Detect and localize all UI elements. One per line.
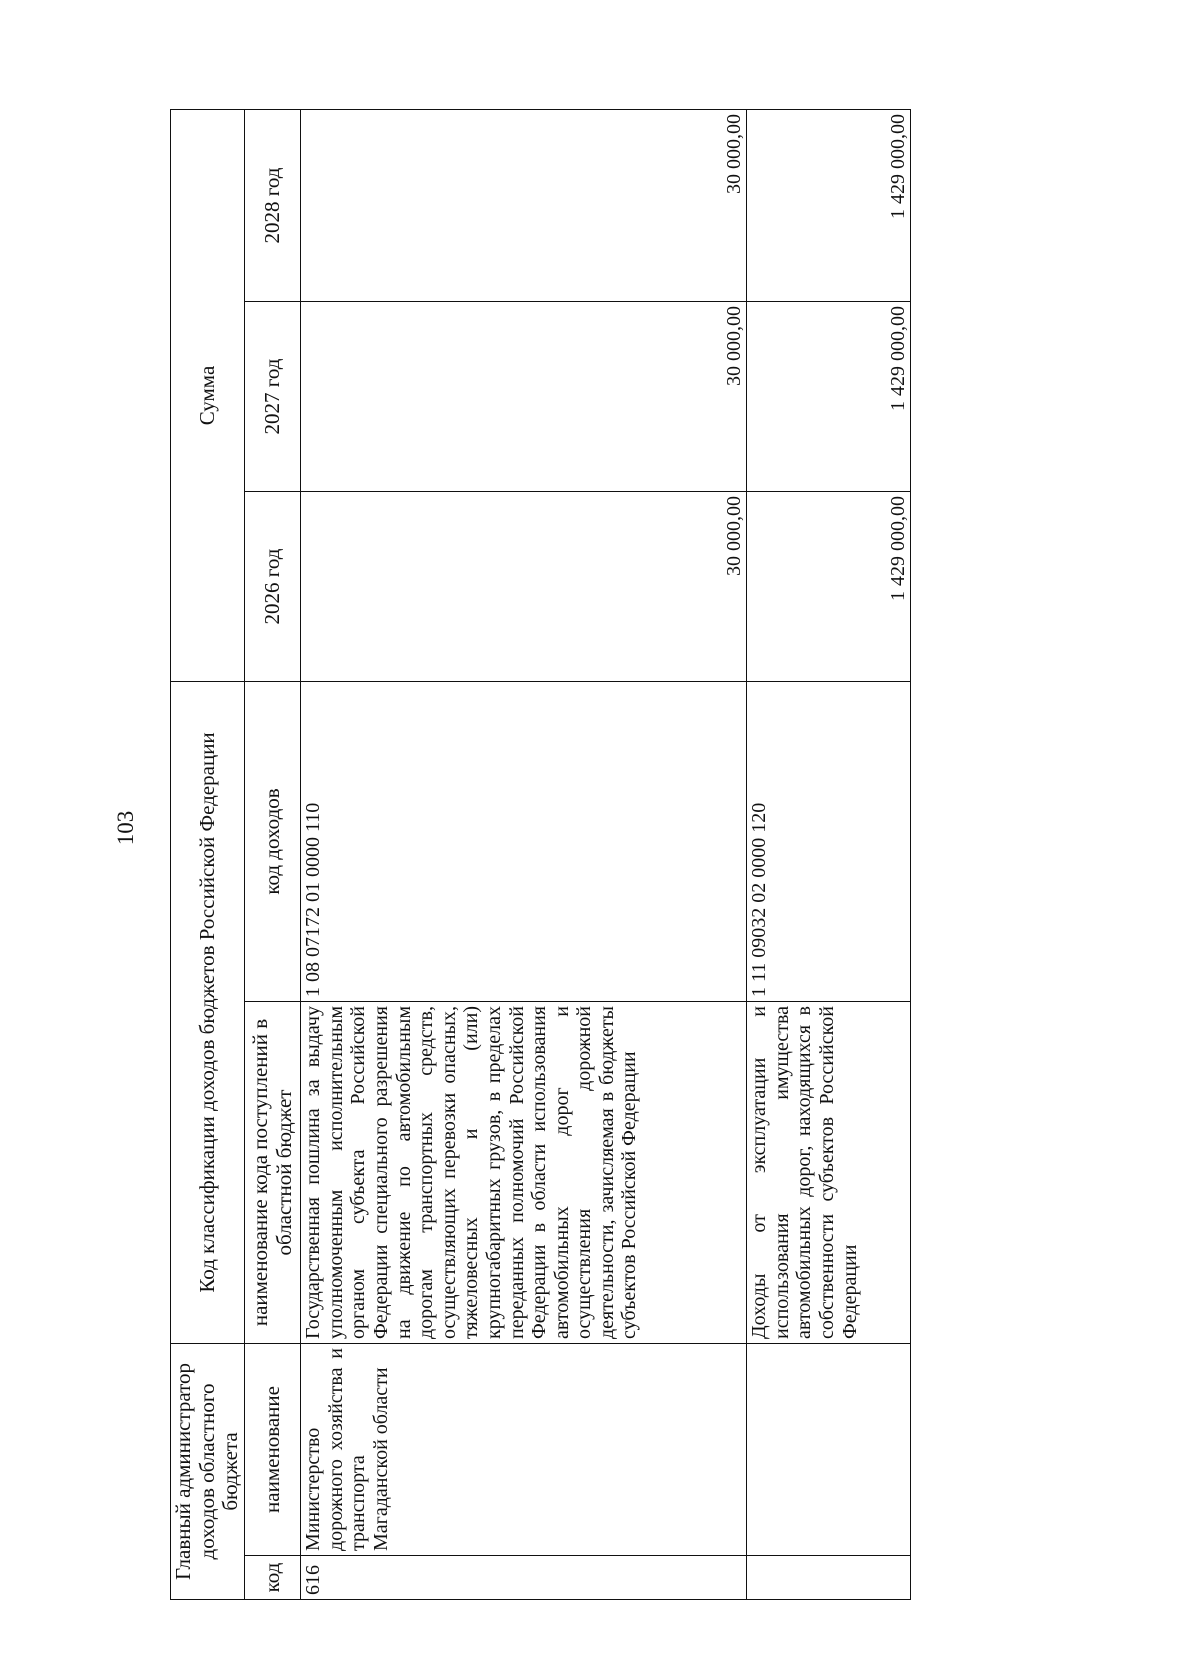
sum-2027-cell: 30 000,00 <box>301 301 747 491</box>
header-sum-group: Сумма <box>171 109 245 681</box>
header-year-2027: 2027 год <box>245 301 301 491</box>
income-name-cell: Государственная пошлина за выдачу уполномоченным исполнительным органом субъекта Российской Федерации специального разрешения на движение по автомобильным дорогам транспортных средств, осуществляющих перевозки опасных, тяжеловесных и (или) крупногабаритных грузов, в пределах переданных полномочий Российской Федерации в области использования автомобильных дорог и осуществления дорожной деятельности, зачисляемая в бюджеты субъектов Российской Федерации <box>301 1002 747 1344</box>
income-code-cell: 1 08 07172 01 0000 110 <box>301 681 747 1001</box>
page-number: 103 <box>113 810 138 846</box>
table-row <box>747 109 911 1599</box>
admin-name-cell <box>747 1344 911 1556</box>
sum-2028-cell: 30 000,00 <box>301 109 747 301</box>
rotated-table-container <box>170 110 909 1600</box>
table-row <box>301 109 747 1599</box>
sum-2026-cell: 30 000,00 <box>301 491 747 681</box>
admin-name-cell: Министерство дорожного хозяйства и транспорта Магаданской области <box>301 1344 747 1556</box>
admin-code-cell: 616 <box>301 1556 747 1600</box>
sum-2027-cell: 1 429 000,00 <box>747 301 911 491</box>
income-name-cell: Доходы от эксплуатации и использования имущества автомобильных дорог, находящихся в собственности субъектов Российской Федерации <box>747 1002 911 1344</box>
header-year-2028: 2028 год <box>245 109 301 301</box>
header-admin-group: Главный администратор доходов областного бюджета <box>171 1344 245 1600</box>
header-year-2026: 2026 год <box>245 491 301 681</box>
income-code-cell: 1 11 09032 02 0000 120 <box>747 681 911 1001</box>
header-income-name: наименование кода поступлений в областной бюджет <box>245 1002 301 1344</box>
income-table <box>170 109 911 1600</box>
sum-2026-cell: 1 429 000,00 <box>747 491 911 681</box>
header-income-code: код доходов <box>245 681 301 1001</box>
admin-code-cell <box>747 1556 911 1600</box>
header-admin-name: наименование <box>245 1344 301 1556</box>
header-classification-group: Код классификации доходов бюджетов Российской Федерации <box>171 681 245 1343</box>
sum-2028-cell: 1 429 000,00 <box>747 109 911 301</box>
header-admin-code: код <box>245 1556 301 1600</box>
